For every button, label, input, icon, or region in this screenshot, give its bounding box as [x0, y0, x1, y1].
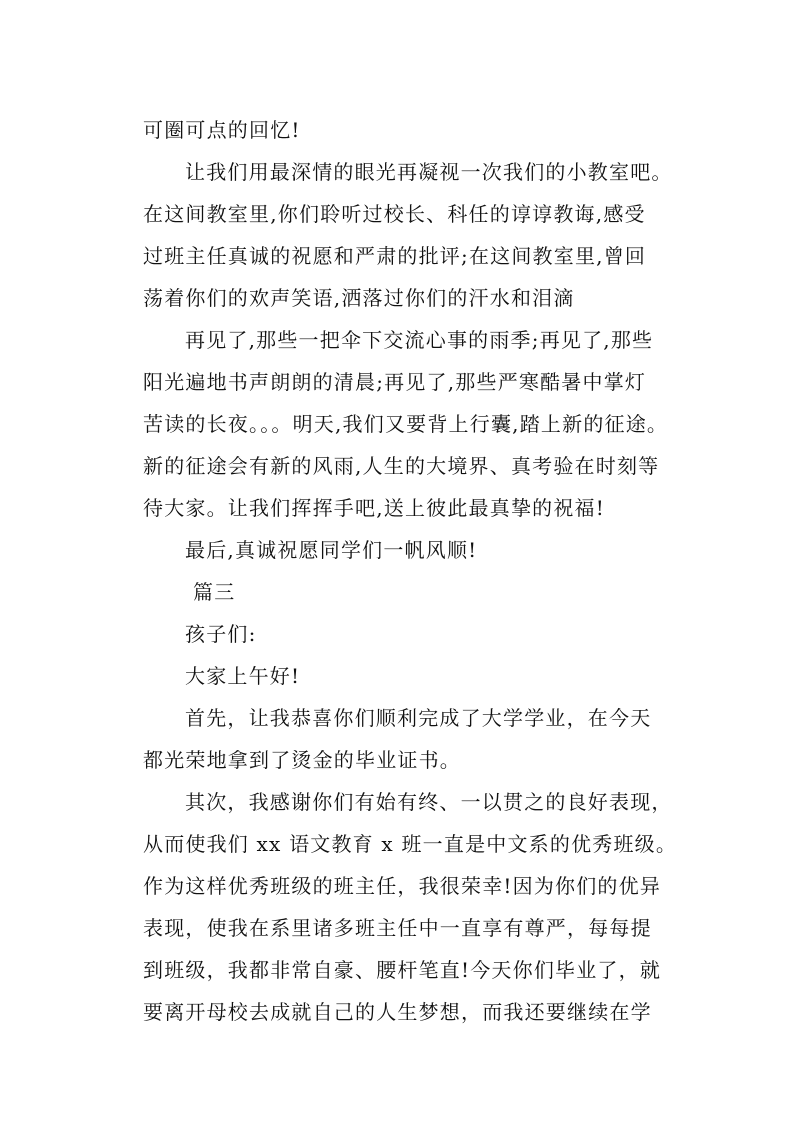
text-line: 表现，使我在系里诸多班主任中一直享有尊严，每每提 [143, 916, 652, 940]
section-heading: 篇三 [193, 580, 236, 604]
text-line: 阳光遍地书声朗朗的清晨;再见了,那些严寒酷暑中掌灯 [143, 370, 647, 394]
text-line: 荡着你们的欢声笑语,洒落过你们的汗水和泪滴 [143, 286, 575, 310]
greeting: 大家上午好! [185, 664, 301, 688]
paragraph-first-line: 最后,真诚祝愿同学们一帆风顺! [185, 538, 478, 562]
salutation: 孩子们: [185, 622, 257, 646]
paragraph-first-line: 让我们用最深情的眼光再凝视一次我们的小教室吧。 [185, 160, 673, 184]
text-line: 可圈可点的回忆! [143, 118, 301, 142]
text-line: 在这间教室里,你们聆听过校长、科任的谆谆教诲,感受 [143, 202, 646, 226]
text-line: 苦读的长夜。。。明天,我们又要背上行囊,踏上新的征途。 [143, 412, 669, 436]
text-line: 要离开母校去成就自己的人生梦想，而我还要继续在学 [143, 1000, 652, 1024]
paragraph-first-line: 再见了,那些一把伞下交流心事的雨季;再见了,那些 [185, 328, 654, 352]
text-line: 从而使我们 xx 语文教育 x 班一直是中文系的优秀班级。 [143, 832, 678, 856]
paragraph-first-line: 其次，我感谢你们有始有终、一以贯之的良好表现， [185, 790, 673, 814]
text-line: 都光荣地拿到了烫金的毕业证书。 [143, 748, 461, 772]
paragraph-first-line: 首先，让我恭喜你们顺利完成了大学学业，在今天 [185, 706, 652, 730]
text-line: 作为这样优秀班级的班主任，我很荣幸!因为你们的优异 [143, 874, 662, 898]
text-line: 待大家。让我们挥挥手吧,送上彼此最真挚的祝福! [143, 496, 605, 520]
text-line: 过班主任真诚的祝愿和严肃的批评;在这间教室里,曾回 [143, 244, 647, 268]
text-line: 新的征途会有新的风雨,人生的大境界、真考验在时刻等 [143, 454, 660, 478]
text-line: 到班级，我都非常自豪、腰杆笔直!今天你们毕业了，就 [143, 958, 662, 982]
